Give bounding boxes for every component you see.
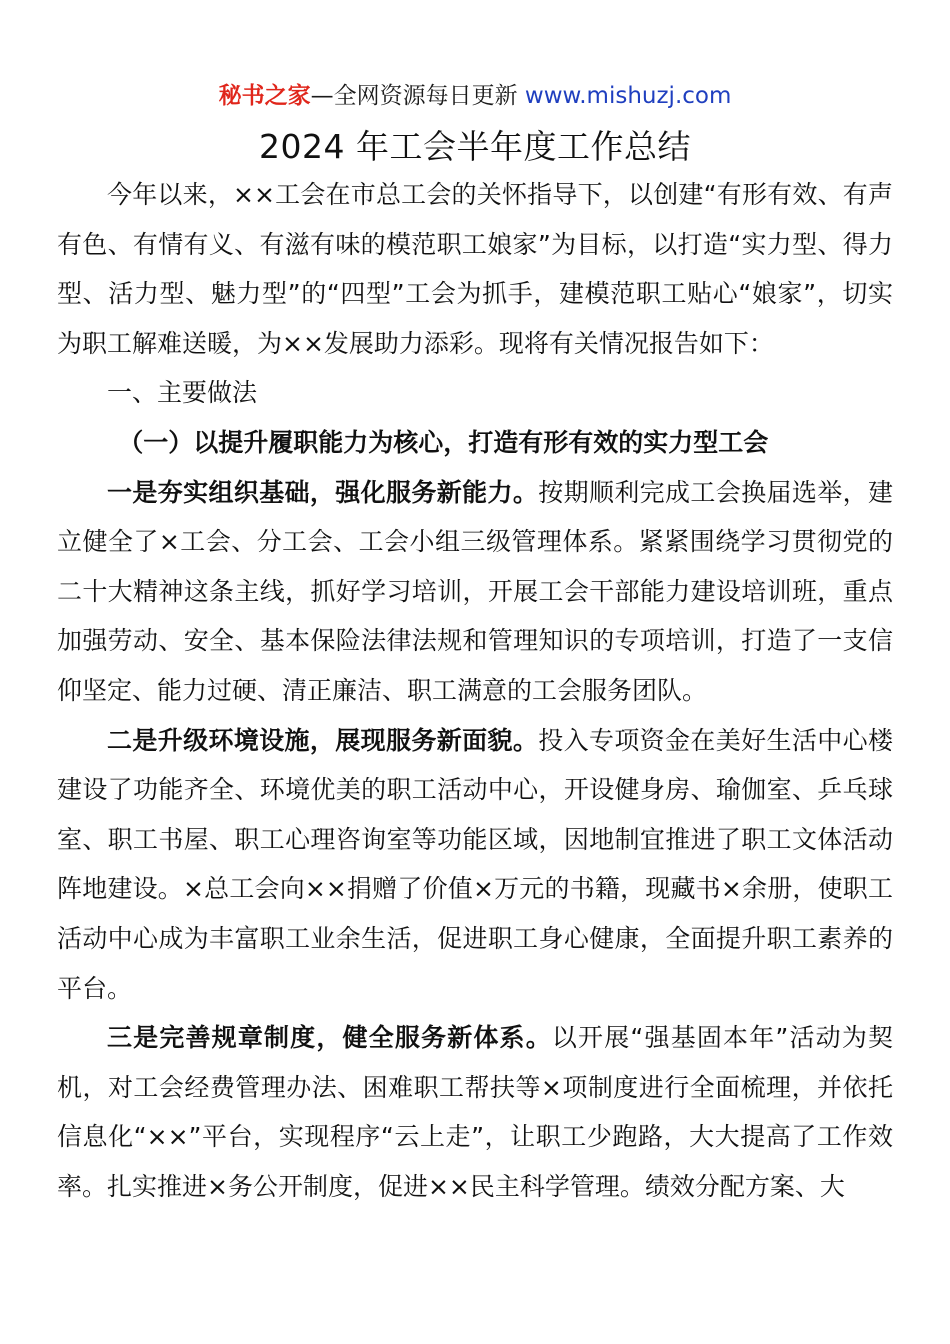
item-lead-2: 二是升级环境设施，展现服务新面貌。 — [107, 725, 539, 755]
header-tagline: —全网资源每日更新 — [310, 83, 525, 109]
item-lead-3: 三是完善规章制度，健全服务新体系。 — [107, 1023, 552, 1053]
item-text-1: 按期顺利完成工会换届选举，建立健全了×工会、分工会、工会小组三级管理体系。紧紧围绕学习贯彻党的二十大精神这条主线，抓好学习培训，开展工会干部能力建设培训班，重点加强劳动、安全、基本保险法律法规和管理知识的专项培训，打造了一支信仰坚定、能力过硬、清正廉洁、职工满意的工会服务团队。 — [57, 477, 893, 705]
item-paragraph-2 — [57, 716, 893, 1014]
subsection-heading: （一）以提升履职能力为核心，打造有形有效的实力型工会 — [118, 427, 769, 457]
item-lead-1: 一是夯实组织基础，强化服务新能力。 — [107, 477, 539, 507]
section-heading — [57, 368, 893, 418]
site-url[interactable]: www.mishuzj.com — [524, 83, 732, 109]
item-paragraph-1 — [57, 468, 893, 716]
item-text-2: 投入专项资金在美好生活中心楼建设了功能齐全、环境优美的职工活动中心，开设健身房、瑜伽室、乒乓球室、职工书屋、职工心理咨询室等功能区域，因地制宜推进了职工文体活动阵地建设。×总工会向××捐赠了价值×万元的书籍，现藏书×余册，使职工活动中心成为丰富职工业余生活，促进职工身心健康，全面提升职工素养的平台。 — [57, 725, 893, 1003]
item-text-3: 以开展“强基固本年”活动为契机，对工会经费管理办法、困难职工帮扶等×项制度进行全面梳理，并依托信息化“××”平台，实现程序“云上走”，让职工少跑路，大大提高了工作效率。扎实推进×务公开制度，促进××民主科学管理。绩效分配方案、大 — [57, 1023, 893, 1201]
site-header — [0, 80, 950, 112]
document-body — [57, 170, 893, 1211]
document-title: 2024 年工会半年度工作总结 — [259, 127, 691, 166]
intro-paragraph: 今年以来，××工会在市总工会的关怀指导下，以创建“有形有效、有声有色、有情有义、有滋有味的模范职工娘家”为目标，以打造“实力型、得力型、活力型、魅力型”的“四型”工会为抓手，建模范职工贴心“娘家”，切实为职工解难送暖，为××发展助力添彩。现将有关情况报告如下： — [57, 180, 893, 358]
item-paragraph-3 — [57, 1013, 893, 1211]
section-heading-text: 一、主要做法 — [107, 378, 258, 408]
brand-name: 秘书之家 — [218, 83, 311, 109]
